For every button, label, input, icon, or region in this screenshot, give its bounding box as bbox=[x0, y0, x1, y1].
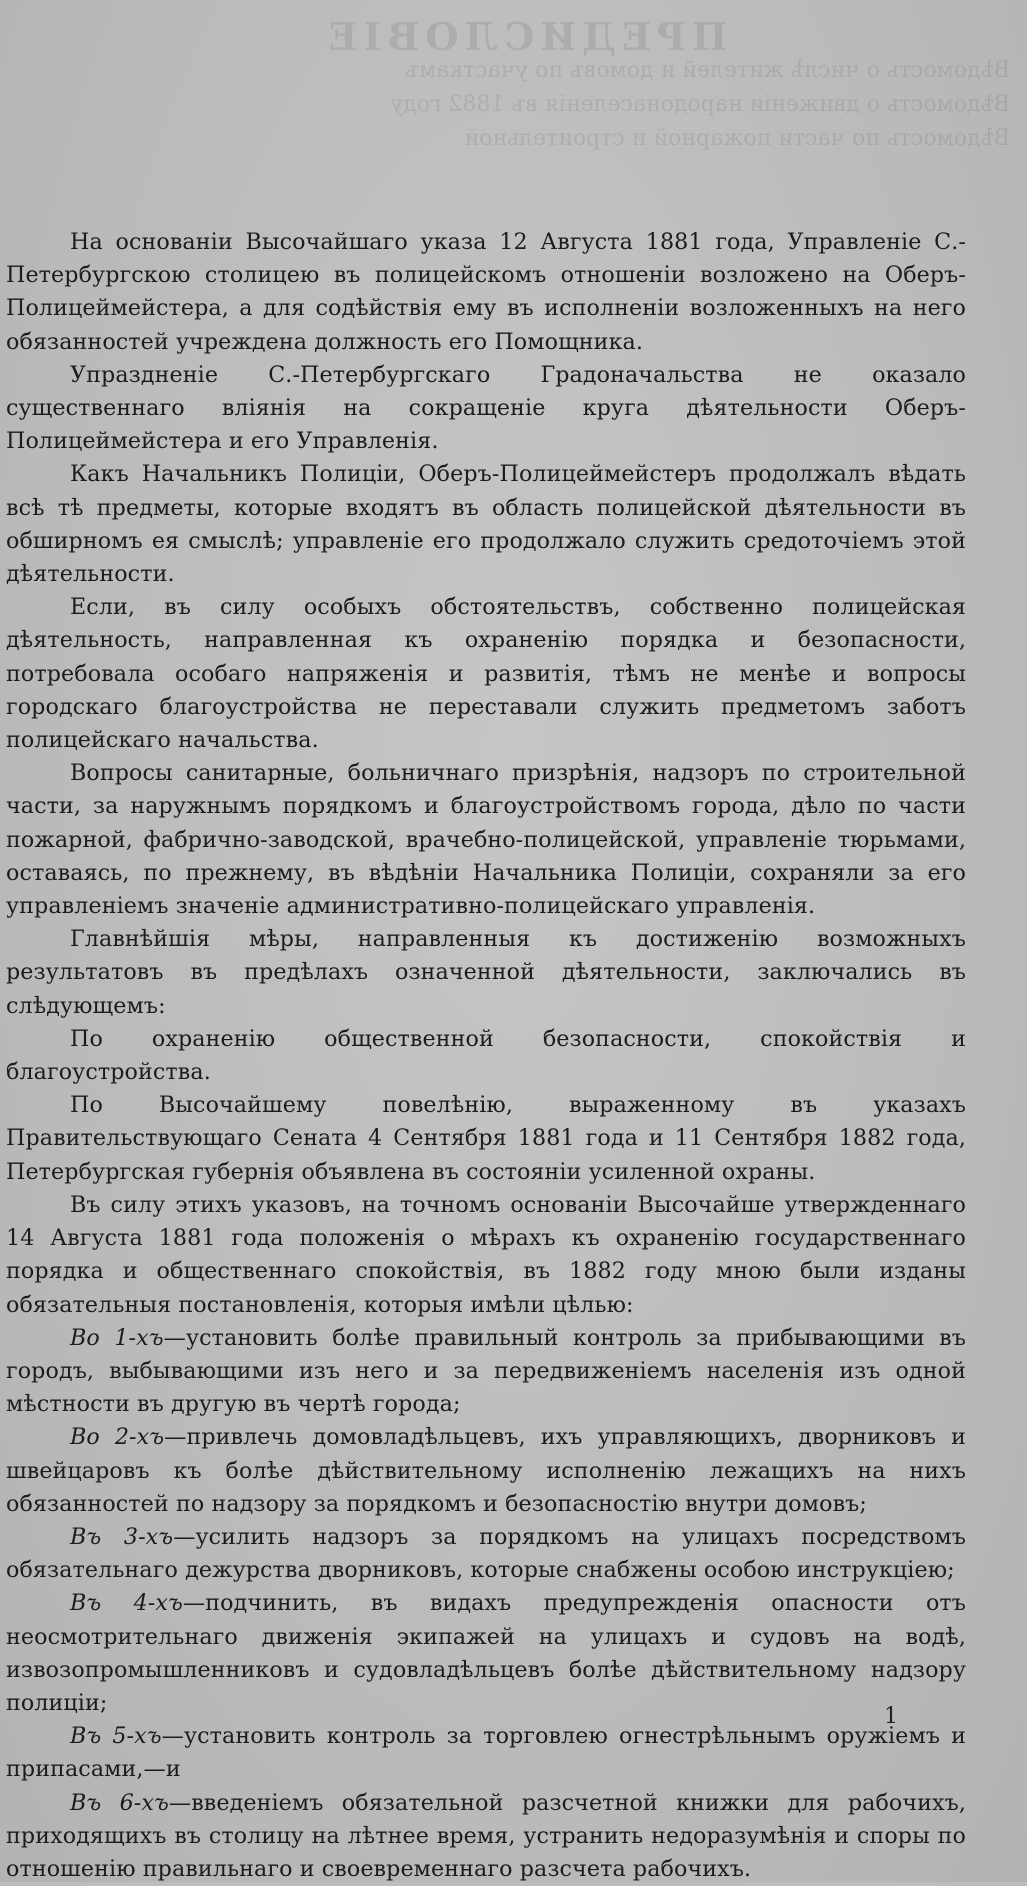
paragraph-text: Вопросы санитарные, больничнаго призрѣнія, надзоръ по строительной части, за наружнымъ порядкомъ и благоустройствомъ города, дѣло по части пожарной, фабрично-заводской, врачебно-полицейской, управленіе тюрьмами, оставаясь, по прежнему, въ вѣдѣніи Начальника Полиціи, сохраняли за его управленіемъ значеніе административно-полицейскаго управленія. bbox=[6, 760, 966, 920]
list-item bbox=[6, 1720, 966, 1786]
item-lead: Въ 6-хъ bbox=[70, 1789, 169, 1816]
list-item bbox=[6, 1787, 966, 1886]
item-lead: Во 1-хъ bbox=[70, 1324, 164, 1351]
item-text: —усилить надзоръ за порядкомъ на улицахъ посредствомъ обязательнаго дежурства дворниковъ, которые снабжены особою инструкціею; bbox=[6, 1523, 966, 1584]
paragraph-text: По Высочайшему повелѣнію, выраженному въ указахъ Правительствующаго Сената 4 Сентября 1881 года и 11 Сентября 1882 года, Петербургская губернія объявлена въ состояніи усиленной охраны. bbox=[6, 1092, 966, 1185]
paragraph bbox=[6, 757, 966, 923]
paragraph-text: Какъ Начальникъ Полиціи, Оберъ-Полицеймейстеръ продолжалъ вѣдать всѣ тѣ предметы, которые входятъ въ область полицейской дѣятельности въ обширномъ ея смыслѣ; управленіе его продолжало служить средоточіемъ этой дѣятельности. bbox=[6, 461, 966, 588]
paragraph bbox=[6, 458, 966, 591]
paragraph-text: На основаніи Высочайшаго указа 12 Августа 1881 года, Управленіе С.-Петербургскою столицею въ полицейскомъ отношеніи возложено на Оберъ-Полицеймейстера, а для содѣйствія ему въ исполненіи возложенныхъ на него обязанностей учреждена должность его Помощника. bbox=[6, 229, 966, 355]
list-item bbox=[6, 1421, 966, 1521]
show-through-bleed: ПРЕДИСЛОВІЕ Вѣдомость о числѣ жителей и домовъ по участкамъ Вѣдомость о движеніи народонаселенія въ 1882 году Вѣдомость по части пожарной и строительной bbox=[322, 20, 1010, 151]
paragraph-text: Въ силу этихъ указовъ, на точномъ основаніи Высочайше утвержденнаго 14 Августа 1881 года положенія о мѣрахъ къ охраненію государственнаго порядка и общественнаго спокойствія, въ 1882 году мною были изданы обязательныя постановленія, которыя имѣли цѣлью: bbox=[6, 1191, 966, 1318]
paragraph-text: По охраненію общественной безопасности, спокойствія и благоустройства. bbox=[6, 1025, 966, 1086]
page-number: 1 bbox=[884, 1704, 898, 1729]
paragraph bbox=[6, 359, 966, 459]
paragraph bbox=[6, 1089, 966, 1189]
item-text: —введеніемъ обязательной разсчетной книжки для рабочихъ, приходящихъ въ столицу на лѣтнее время, устранить недоразумѣнія и споры по отношенію правильнаго и своевременнаго разсчета рабочихъ. bbox=[6, 1789, 966, 1882]
item-lead: Въ 3-хъ bbox=[70, 1523, 174, 1550]
paragraph bbox=[6, 226, 966, 359]
item-text: —привлечь домовладѣльцевъ, ихъ управляющихъ, дворниковъ и швейцаровъ къ болѣе дѣйствительному исполненію лежащихъ на нихъ обязанностей по надзору за порядкомъ и безопасностію внутри домовъ; bbox=[6, 1424, 966, 1517]
paragraph-text: Если, въ силу особыхъ обстоятельствъ, собственно полицейская дѣятельность, направленная къ охраненію порядка и безопасности, потребовала особаго напряженія и развитія, тѣмъ не менѣе и вопросы городскаго благоустройства не переставали служить предметомъ заботъ полицейскаго начальства. bbox=[6, 594, 966, 754]
item-text: —подчинить, въ видахъ предупрежденія опасности отъ неосмотрительнаго движенія экипажей на улицахъ и судовъ на водѣ, извозопромышленниковъ и судовладѣльцевъ болѣе дѣйствительному надзору полиціи; bbox=[6, 1590, 966, 1716]
document-body bbox=[6, 226, 966, 1886]
list-item bbox=[6, 1322, 966, 1422]
item-lead: Въ 5-хъ bbox=[70, 1723, 162, 1750]
paragraph bbox=[6, 1023, 966, 1089]
list-item bbox=[6, 1521, 966, 1587]
item-text: —установить болѣе правильный контроль за прибывающими въ городъ, выбывающими изъ него и за передвиженіемъ населенія изъ одной мѣстности въ другую въ чертѣ города; bbox=[6, 1324, 966, 1418]
paragraph bbox=[6, 923, 966, 1023]
paragraph bbox=[6, 1189, 966, 1322]
item-lead: Во 2-хъ bbox=[70, 1424, 165, 1451]
item-lead: Въ 4-хъ bbox=[70, 1590, 183, 1617]
paragraph-text: Упраздненіе С.-Петербургскаго Градоначальства не оказало существеннаго вліянія на сокращеніе круга дѣятельности Оберъ-Полицеймейстера и его Управленія. bbox=[6, 361, 966, 455]
paragraph bbox=[6, 591, 966, 757]
paragraph-text: Главнѣйшія мѣры, направленныя къ достиженію возможныхъ результатовъ въ предѣлахъ означенной дѣятельности, заключались въ слѣдующемъ: bbox=[6, 926, 966, 1019]
item-text: —установить контроль за торговлею огнестрѣльнымъ оружіемъ и припасами,—и bbox=[6, 1723, 966, 1783]
list-item bbox=[6, 1587, 966, 1720]
